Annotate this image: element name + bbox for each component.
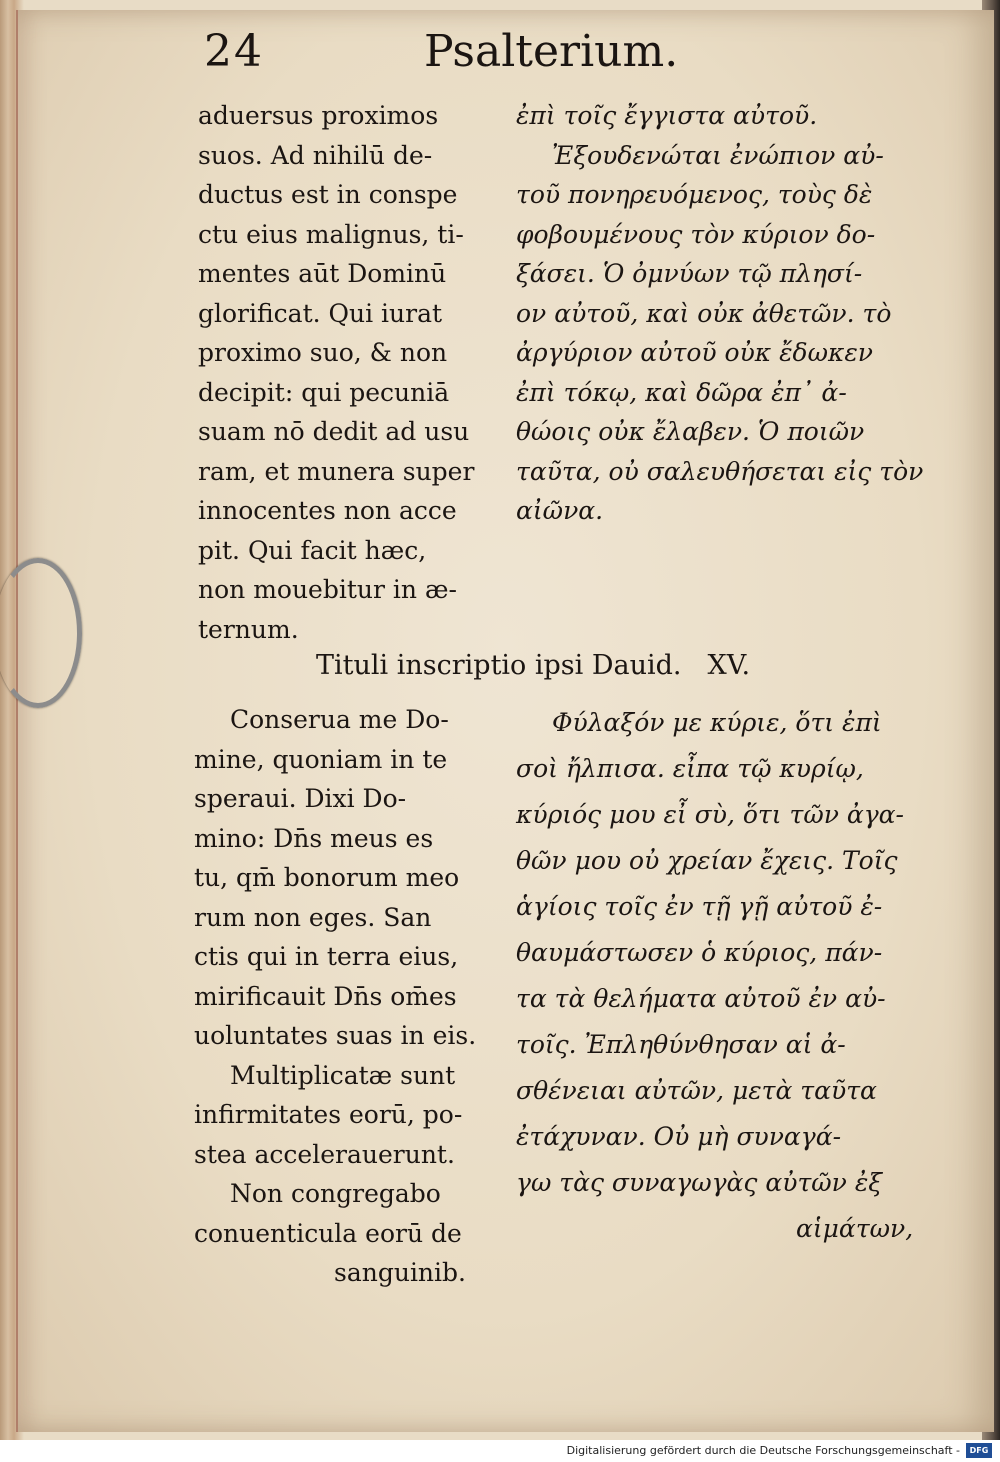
latin-line: ram, et munera super [198, 456, 475, 486]
latin-line: pit. Qui facit hæc, [198, 535, 427, 565]
latin-line: stea accelerauerunt. [194, 1139, 455, 1169]
greek-line: ξάσει. Ὁ ὀμνύων τῷ πλησί- [516, 259, 863, 288]
latin-line: mirificauit Dn̄s om̄es [194, 981, 457, 1011]
greek-line: ἀργύριον αὐτοῦ οὐκ ἔδωκεν [516, 338, 873, 367]
latin-line: infirmitates eorū, po- [194, 1100, 463, 1129]
latin-line: conuenticula eorū de [194, 1218, 462, 1248]
latin-line: mine, quoniam in te [194, 744, 448, 774]
latin-line: mino: Dn̄s meus es [194, 823, 434, 853]
psalm-number: XV. [707, 650, 751, 681]
greek-line: γω τὰς συναγωγὰς αὐτῶν ἐξ [516, 1168, 883, 1197]
greek-line: Ἐξουδενώται ἐνώπιον αὐ- [552, 140, 884, 170]
greek-line: αἱμάτων, [796, 1214, 914, 1243]
latin-line: Multiplicatæ sunt [230, 1060, 456, 1090]
latin-line: ternum. [198, 614, 299, 644]
latin-line: non mouebitur in æ- [198, 575, 457, 604]
running-title: Psalterium. [424, 26, 679, 77]
psalm-title: Tituli inscriptio ipsi Dauid. [316, 650, 682, 681]
latin-column-psalm15 [194, 700, 476, 1293]
greek-line: ταῦτα, οὐ σαλευθήσεται εἰς τὸν [516, 456, 924, 486]
greek-line: ἐτάχυναν. Οὐ μὴ συναγά- [516, 1122, 842, 1151]
greek-line: φοβουμένους τὸν κύριον δο- [516, 219, 876, 249]
latin-line: uoluntates suas in eis. [194, 1021, 477, 1050]
greek-line: σθένειαι αὐτῶν, μετὰ ταῦτα [516, 1076, 877, 1105]
latin-line: ctu eius malignus, ti- [198, 219, 464, 249]
latin-line: Non congregabo [230, 1179, 441, 1208]
latin-line: tu, qm̄ bonorum meo [194, 863, 460, 892]
greek-column-psalm14 [516, 96, 923, 531]
greek-line: θῶν μου οὐ χρείαν ἔχεις. Τοῖς [516, 846, 898, 875]
greek-line: ἐπὶ τοῖς ἔγγιστα αὐτοῦ. [516, 101, 818, 130]
greek-line: τοῦ πονηρευόμενος, τοὺς δὲ [516, 180, 873, 209]
greek-line: Φύλαξόν με κύριε, ὅτι ἐπὶ [552, 708, 882, 737]
greek-line: τα τὰ θελήματα αὐτοῦ ἐν αὐ- [516, 984, 886, 1013]
latin-line: suam nō dedit ad usu [198, 417, 470, 446]
psalm-heading [316, 650, 750, 681]
latin-column-psalm14 [198, 96, 474, 649]
greek-line: ἁγίοις τοῖς ἐν τῇ γῇ αὐτοῦ ἐ- [516, 892, 883, 921]
latin-line: sanguinib. [334, 1258, 466, 1287]
greek-line: θώοις οὐκ ἔλαβεν. Ὁ ποιῶν [516, 417, 865, 446]
greek-column-psalm15 [516, 700, 913, 1252]
latin-line: glorificat. Qui iurat [198, 298, 443, 328]
greek-line: αἰῶνα. [516, 496, 604, 525]
book-page [16, 10, 994, 1432]
latin-line: innocentes non acce [198, 496, 457, 525]
latin-line: rum non eges. San [194, 902, 432, 932]
greek-line: σοὶ ἤλπισα. εἶπα τῷ κυρίῳ, [516, 754, 864, 783]
latin-line: ductus est in conspe [198, 180, 458, 209]
binding-ring [0, 558, 82, 708]
greek-line: θαυμάστωσεν ὁ κύριος, πάν- [516, 938, 883, 967]
latin-line: Conserua me Do- [230, 705, 449, 734]
latin-line: mentes aūt Dominū [198, 259, 447, 288]
dfg-logo: DFG [966, 1443, 992, 1458]
page-number: 24 [204, 26, 264, 77]
greek-line: κύριός μου εἶ σὺ, ὅτι τῶν ἀγα- [516, 800, 905, 829]
latin-line: aduersus proximos [198, 101, 439, 130]
latin-line: speraui. Dixi Do- [194, 784, 407, 813]
latin-line: ctis qui in terra eius, [194, 942, 459, 971]
greek-line: ἐπὶ τόκῳ, καὶ δῶρα ἐπ᾿ ἀ- [516, 377, 847, 407]
greek-line: τοῖς. Ἐπληθύνθησαν αἱ ἀ- [516, 1030, 846, 1059]
digitization-credit: Digitalisierung gefördert durch die Deutsche Forschungsgemeinschaft - [566, 1444, 960, 1457]
footer-bar [0, 1440, 1000, 1462]
latin-line: decipit: qui pecuniā [198, 377, 450, 407]
greek-line: ον αὐτοῦ, καὶ οὐκ ἀθετῶν. τὸ [516, 298, 892, 328]
latin-line: suos. Ad nihilū de- [198, 140, 433, 170]
latin-line: proximo suo, & non [198, 338, 448, 367]
